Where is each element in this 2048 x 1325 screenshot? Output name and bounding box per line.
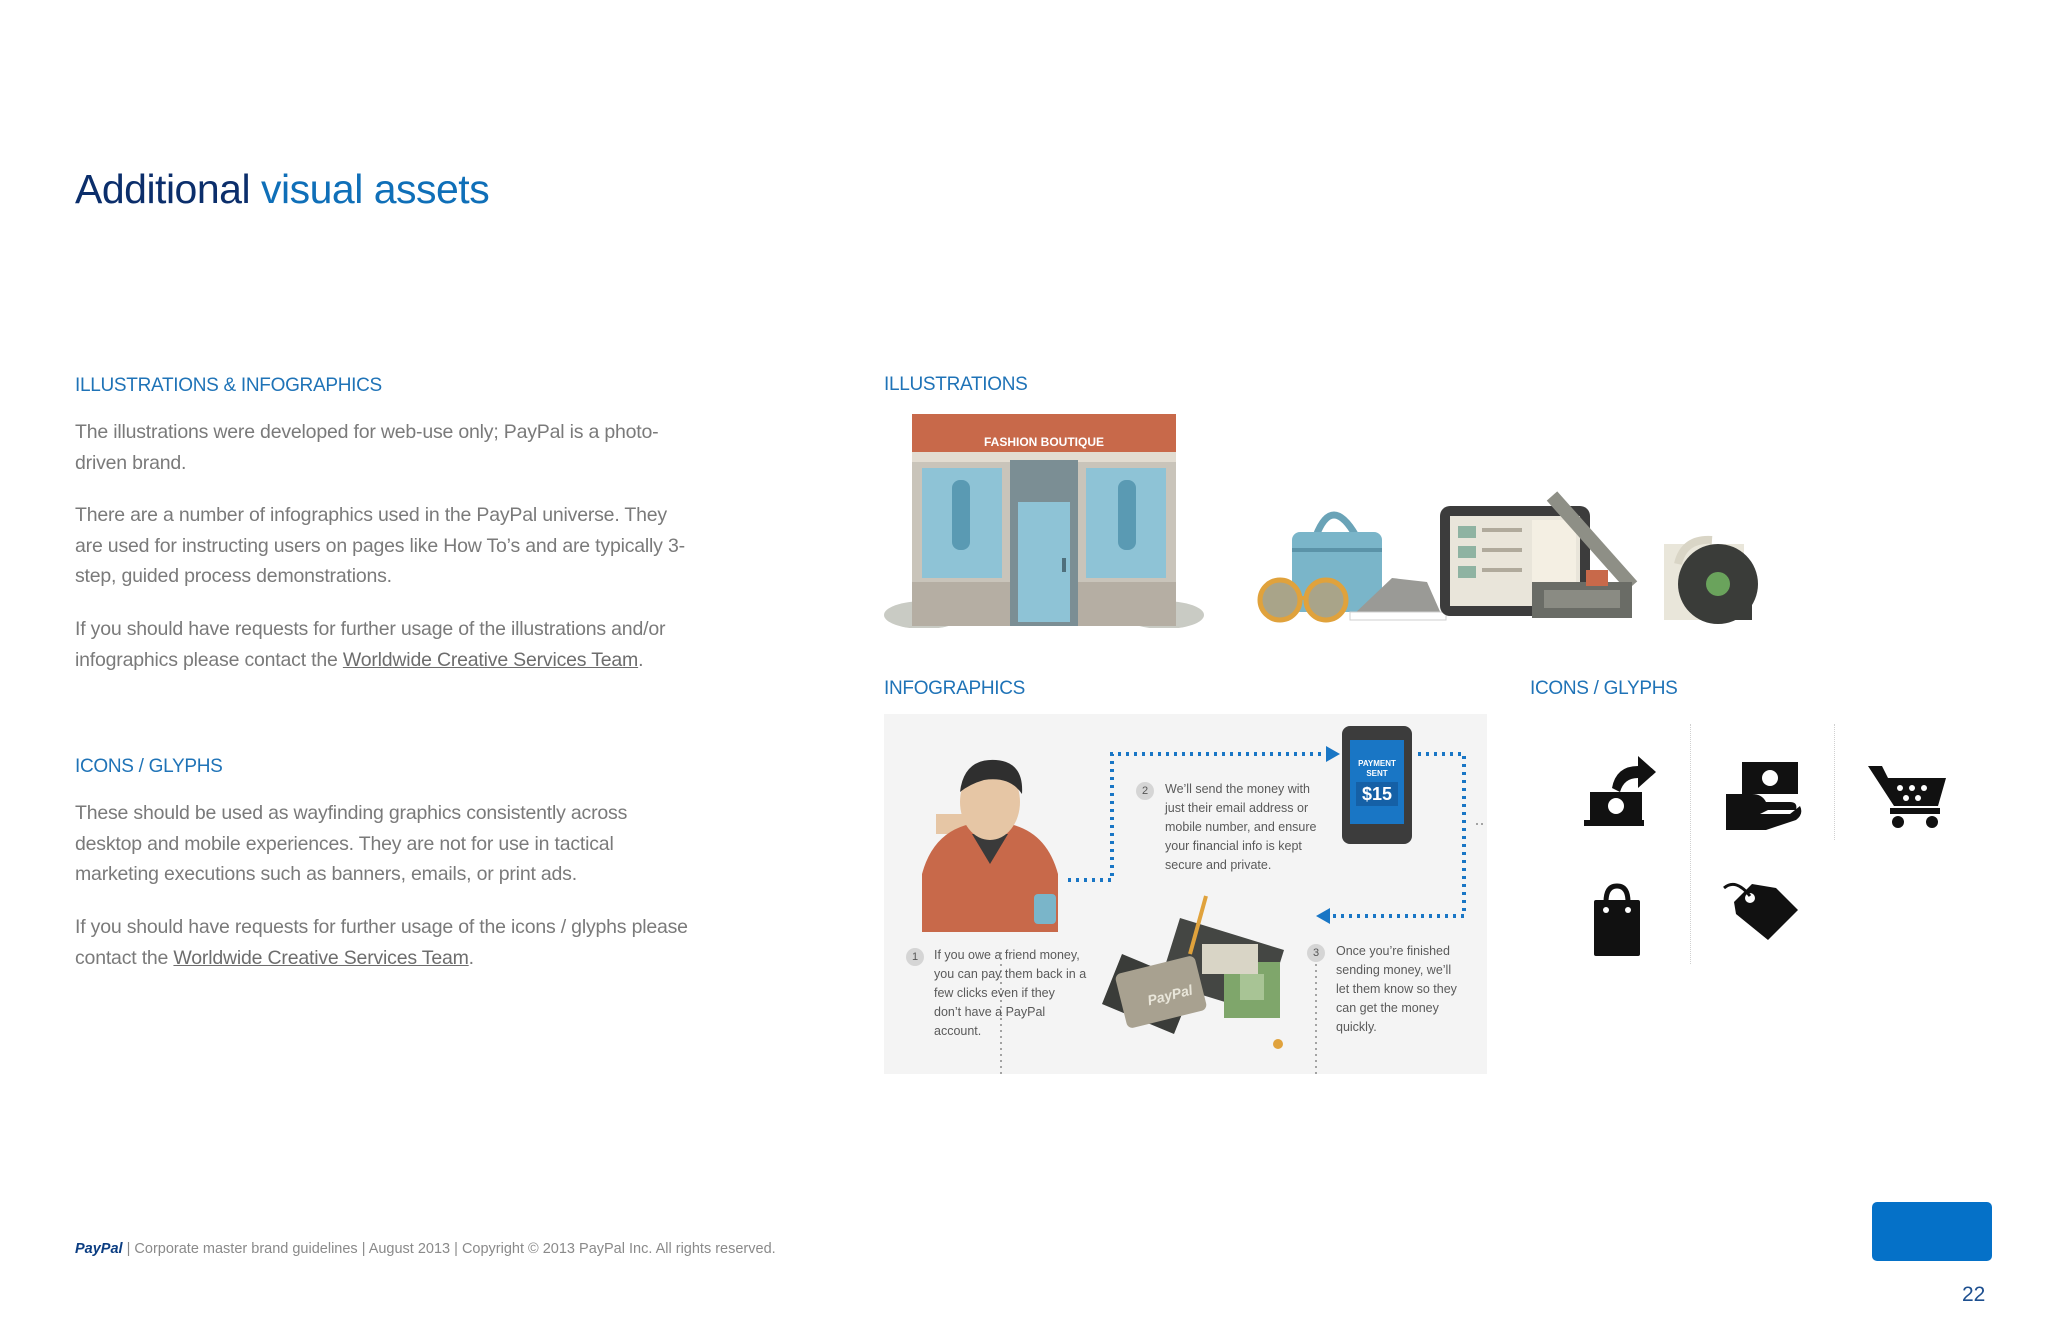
icons-paragraph-2 — [75, 912, 695, 973]
step-1-line: account. — [934, 1024, 982, 1038]
step-3-text — [1336, 942, 1457, 1037]
icons-contact-text: If you should have requests for further usage of the icons / glyphs please contact the — [75, 916, 688, 969]
step-3-line: sending money, we’ll — [1336, 963, 1452, 977]
icons-contact-end: . — [468, 946, 474, 969]
page-title — [75, 166, 489, 213]
step-2-line: We’ll send the money with — [1165, 782, 1310, 796]
infographics-heading: INFOGRAPHICS — [884, 678, 1026, 699]
step-3-badge: 3 — [1307, 944, 1325, 962]
price-tag-icon — [1716, 874, 1806, 964]
page-number: 22 — [1962, 1283, 1986, 1306]
accessories-illustration — [1252, 486, 1812, 630]
step-2-line: your financial info is kept — [1165, 839, 1302, 853]
illustrations-heading: ILLUSTRATIONS — [884, 374, 1028, 395]
glyph-divider-2 — [1834, 724, 1835, 840]
step-3-line: quickly. — [1336, 1020, 1377, 1034]
creative-services-link-1[interactable]: Worldwide Creative Services Team — [342, 648, 639, 671]
illustrations-contact-end: . — [638, 648, 644, 671]
illustrations-infographics-heading: ILLUSTRATIONS & INFOGRAPHICS — [75, 375, 382, 396]
step-2-line: mobile number, and ensure — [1165, 820, 1317, 834]
illustrations-paragraph-1: The illustrations were developed for web-use only; PayPal is a photo-driven brand. — [75, 421, 659, 474]
step-1-line: you can pay them back in a — [934, 967, 1087, 981]
boutique-illustration — [884, 410, 1204, 628]
shopping-cart-icon — [1862, 748, 1952, 838]
creative-services-link-2[interactable]: Worldwide Creative Services Team — [173, 946, 469, 969]
page-nav-button[interactable] — [1872, 1202, 1992, 1261]
illustrations-paragraph-2: There are a number of infographics used in the PayPal universe. They are used for instructing users on pages like How To’s and are typically 3-step, guided process demonstrations. — [75, 504, 685, 587]
card-brand-text: PayPal — [1145, 981, 1195, 1009]
title-part-2: visual assets — [260, 166, 490, 212]
step-1-line: If you owe a friend money, — [934, 948, 1080, 962]
step-3-line: Once you’re finished — [1336, 944, 1450, 958]
step-1-line: few clicks even if they — [934, 986, 1055, 1000]
shopping-bag-icon — [1572, 874, 1662, 964]
step-3-line: let them know so they — [1336, 982, 1457, 996]
illustrations-paragraph-3 — [75, 614, 695, 675]
step-2-line: just their email address or — [1165, 801, 1309, 815]
footer — [75, 1241, 776, 1257]
send-money-icon — [1572, 748, 1662, 838]
illustrations-contact-text: If you should have requests for further usage of the illustrations and/or infographics please contact the — [75, 618, 666, 671]
phone-label-1: PAYMENT — [1358, 759, 1396, 768]
footer-text: | Corporate master brand guidelines | August 2013 | Copyright © 2013 PayPal Inc. All rights reserved. — [122, 1241, 776, 1257]
step-3-line: can get the money — [1336, 1001, 1439, 1015]
icons-glyphs-heading-right: ICONS / GLYPHS — [1530, 678, 1678, 699]
boutique-sign-text: FASHION BOUTIQUE — [983, 435, 1105, 449]
phone-label-2: SENT — [1366, 769, 1388, 778]
receive-money-icon — [1716, 748, 1806, 838]
step-1-line: don’t have a PayPal — [934, 1005, 1046, 1019]
step-2-text — [1165, 780, 1316, 875]
step-1-text — [934, 946, 1086, 1041]
step-2-badge: 2 — [1136, 782, 1154, 800]
icons-glyphs-heading-left: ICONS / GLYPHS — [75, 756, 223, 777]
glyph-divider-1 — [1690, 724, 1691, 964]
phone-amount: $15 — [1361, 784, 1393, 804]
step-2-line: secure and private. — [1165, 858, 1272, 872]
step-1-badge: 1 — [906, 948, 924, 966]
footer-brand: PayPal — [75, 1241, 123, 1257]
icons-paragraph-1: These should be used as wayfinding graphics consistently across desktop and mobile experiences. They are not for use in tactical marketing executions such as banners, emails, or print ads. — [75, 802, 628, 885]
title-part-1: Additional — [75, 166, 251, 212]
